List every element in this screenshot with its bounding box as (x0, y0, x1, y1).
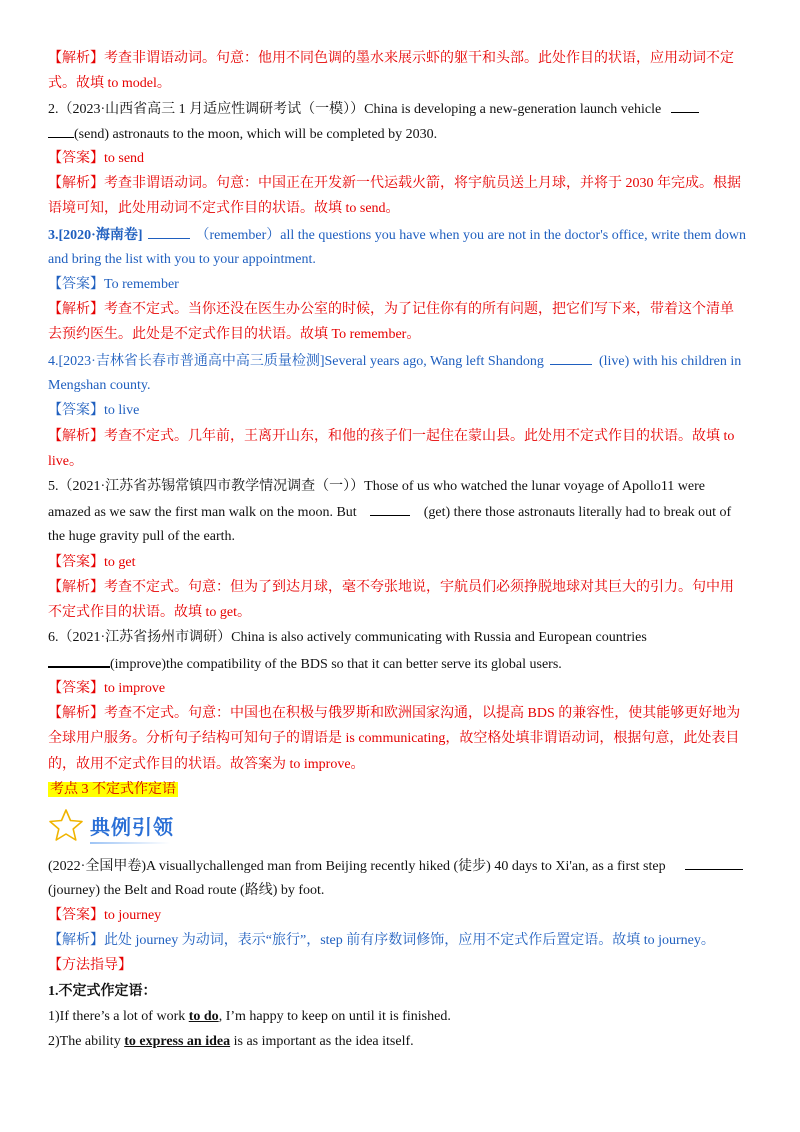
q6-analysis-line-1: 【解析】考查不定式。句意：中国也在积极与俄罗斯和欧洲国家沟通，以提高 BDS 的兼容性，使其能够更好地为 (48, 706, 741, 721)
q4-analysis-line-1: 【解析】考查不定式。几年前，王离开山东，和他的孩子们一起住在蒙山县。此处用不定式作目的状语。故填 to (48, 429, 735, 444)
q2-question-text-2: (send) astronauts to the moon, which will be completed by 2030. (74, 127, 438, 142)
example-answer (48, 907, 161, 925)
q2-question-line-1 (48, 100, 699, 119)
q2-answer: 【答案】to send (48, 151, 145, 166)
guide-sentence-2-pre: 2)The ability (48, 1034, 125, 1049)
q6-analysis-line-3: 的，故用不定式作目的状语。故答案为 to improve。 (48, 757, 365, 772)
guide-sentence-1-post: , I’m happy to keep on until it is finished. (218, 1009, 451, 1024)
guide-sentence-1 (48, 1008, 451, 1026)
q3-blank (148, 226, 190, 239)
q1-analysis-line-1: 【解析】考查非谓语动词。句意：他用不同色调的墨水来展示虾的躯干和头部。此处作目的状语，应用动词不定 (48, 51, 734, 66)
q5-answer: 【答案】to get (48, 555, 136, 570)
q6-question-line-1: 6.（2021·江苏省扬州市调研）China is also actively communicating with Russia and European countries (48, 630, 647, 645)
q1-analysis-line-2: 式。故填 to model。 (48, 76, 171, 91)
q3-analysis-line-2: 去预约医生。此处是不定式作目的状语。故填 To remember。 (48, 327, 421, 342)
guide-sentence-2 (48, 1033, 414, 1051)
q6-analysis-line-2: 全球用户服务。分析句子结构可知句子的谓语是 is communicating，故空格处填非谓语动词，根据句意，此处表目 (48, 731, 740, 746)
q6-answer: 【答案】to improve (48, 681, 166, 696)
q4-question-text: 4.[2023·吉林省长春市普通高中高三质量检测]Several years ago, Wang left Shandong (48, 354, 544, 369)
example-blank (685, 857, 743, 870)
q6-question-line-2 (48, 654, 562, 674)
q5-question-line-1: 5.（2021·江苏省苏锡常镇四市教学情况调查（一））Those of us who watched the lunar voyage of Apollo11 were (48, 479, 705, 494)
q4-analysis-line-2: live。 (48, 454, 83, 469)
example-answer-text: 【答案】to journey (48, 908, 162, 923)
q3-question-text: （remember）all the questions you have when you are not in the doctor's office, write them down (195, 228, 746, 243)
q5-question-text: amazed as we saw the first man walk on the moon. But (48, 505, 357, 520)
q3-question-line-1 (48, 226, 746, 245)
example-question-text: (2022·全国甲卷)A visuallychallenged man from Beijing recently hiked (徒步) 40 days to Xi'an, as a first step (48, 859, 666, 874)
example-banner-underline (90, 842, 170, 844)
star-icon (48, 808, 84, 842)
q5-analysis-line-1: 【解析】考查不定式。句意：但为了到达月球，毫不夸张地说，宇航员们必须挣脱地球对其巨大的引力。句中用 (48, 580, 734, 595)
q4-question-line-1 (48, 352, 741, 371)
q5-question-text-2: (get) there those astronauts literally had to break out of (423, 505, 732, 520)
method-guide-label: 【方法指导】 (48, 958, 132, 973)
example-analysis (48, 932, 715, 950)
guide-sentence-1-key: to do (188, 1009, 219, 1024)
q2-question-text: 2.（2023·山西省高三 1 月适应性调研考试（一模））China is developing a new-generation launch vehicle (48, 102, 662, 117)
q2-blank-part-1 (671, 100, 699, 113)
section-heading-text: 考点 3 不定式作定语 (50, 782, 176, 797)
guide-sentence-1-pre: 1)If there’s a lot of work (48, 1009, 189, 1024)
q4-blank (550, 352, 592, 365)
q2-analysis-line-2: 语境可知，此处用动词不定式作目的状语。故填 to send。 (48, 201, 400, 216)
q5-blank (370, 503, 410, 516)
q5-analysis-line-2: 不定式作目的状语。故填 to get。 (48, 605, 251, 620)
section-heading (48, 781, 178, 799)
q4-question-line-2: Mengshan county. (48, 378, 151, 393)
q3-source: 3.[2020·海南卷] (48, 228, 143, 243)
q6-blank (48, 654, 110, 668)
q4-answer: 【答案】to live (48, 403, 140, 418)
example-question-line-2: (journey) the Belt and Road route (路线) by foot. (48, 883, 325, 898)
q5-question-line-3: the huge gravity pull of the earth. (48, 529, 235, 544)
q2-analysis-line-1: 【解析】考查非谓语动词。句意：中国正在开发新一代运载火箭，将宇航员送上月球，并将于 2030 年完成。根据 (48, 176, 741, 191)
q3-answer: 【答案】To remember (48, 277, 179, 292)
example-banner (48, 808, 174, 842)
guide-title: 1.不定式作定语： (48, 984, 157, 999)
example-question-line-1 (48, 857, 743, 876)
q6-question-text: (improve)the compatibility of the BDS so that it can better serve its global users. (110, 657, 562, 672)
q3-analysis-line-1: 【解析】考查不定式。当你还没在医生办公室的时候，为了记住你有的所有问题，把它们写下来，带着这个清单 (48, 302, 734, 317)
q5-question-line-2 (48, 503, 731, 522)
example-banner-title: 典例引领 (90, 814, 174, 839)
example-analysis-text: 【解析】此处 journey 为动词，表示“旅行”，step 前有序数词修饰，应用不定式作后置定语。故填 to journey。 (48, 933, 715, 948)
q4-question-text-2: (live) with his children in (598, 354, 742, 369)
q3-question-line-2: and bring the list with you to your appointment. (48, 252, 316, 267)
q2-question-line-2 (48, 125, 437, 144)
guide-sentence-2-post: is as important as the idea itself. (230, 1034, 414, 1049)
q2-blank-part-2 (48, 125, 74, 138)
guide-sentence-2-key: to express an idea (124, 1034, 231, 1049)
